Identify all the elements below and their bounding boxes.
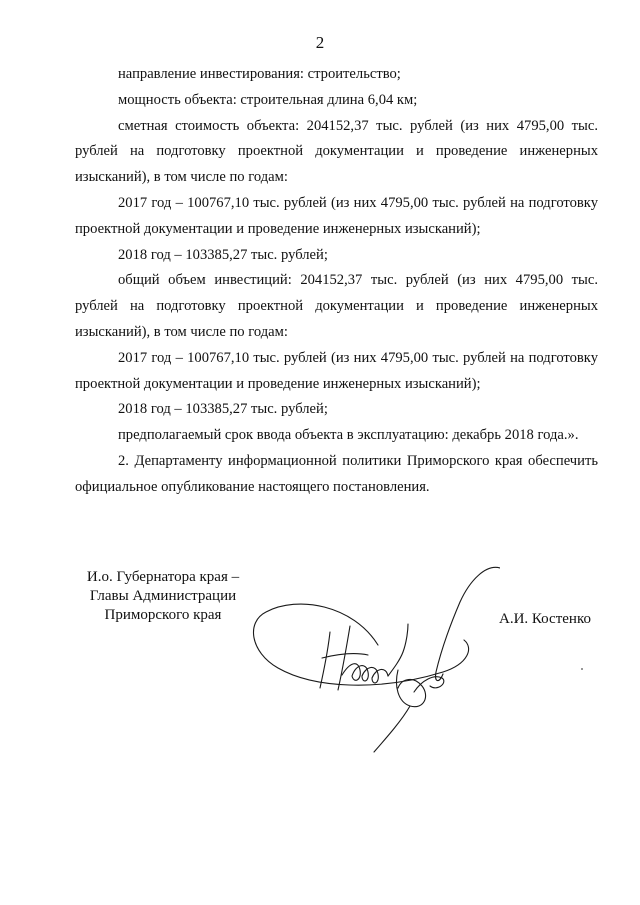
paragraph-investment-2018: 2018 год – 103385,27 тыс. рублей; <box>118 401 328 418</box>
paragraph-cost-2018: 2018 год – 103385,27 тыс. рублей; <box>118 246 328 263</box>
scan-speck <box>581 668 583 670</box>
signatory-title-line: Приморского края <box>104 607 222 623</box>
page-number: 2 <box>315 33 325 52</box>
paragraph-total-investment: общий объем инвестиций: 204152,37 тыс. рублей (из них 4795,00 тыс. рублей на подготовку проектной документации и проведение инженерных изысканий), в том числе по годам: <box>75 272 598 340</box>
paragraph-publication-order: 2. Департаменту информационной политики Приморского края обеспечить официальное опубликование настоящего постановления. <box>75 452 598 495</box>
signatory-title-line: Главы Администрации <box>89 588 237 604</box>
document-body <box>75 62 598 501</box>
paragraph-investment-direction: направление инвестирования: строительство; <box>118 66 401 82</box>
signatory-title-line: И.о. Губернатора края – <box>86 569 240 585</box>
signatory-title <box>60 568 266 625</box>
handwritten-signature <box>238 560 500 760</box>
signatory-name: А.И. Костенко <box>499 611 591 627</box>
paragraph-object-capacity: мощность объекта: строительная длина 6,04 км; <box>118 91 418 108</box>
paragraph-estimated-cost: сметная стоимость объекта: 204152,37 тыс. рублей (из них 4795,00 тыс. рублей на подготовку проектной документации и проведение инженерных изысканий), в том числе по годам: <box>75 117 598 186</box>
paragraph-cost-2017: 2017 год – 100767,10 тыс. рублей (из них 4795,00 тыс. рублей на подготовку проектной документации и проведение инженерных изысканий); <box>75 194 598 237</box>
paragraph-commissioning-date: предполагаемый срок ввода объекта в эксплуатацию: декабрь 2018 года.». <box>118 427 579 444</box>
paragraph-investment-2017: 2017 год – 100767,10 тыс. рублей (из них 4795,00 тыс. рублей на подготовку проектной документации и проведение инженерных изысканий); <box>75 349 598 392</box>
